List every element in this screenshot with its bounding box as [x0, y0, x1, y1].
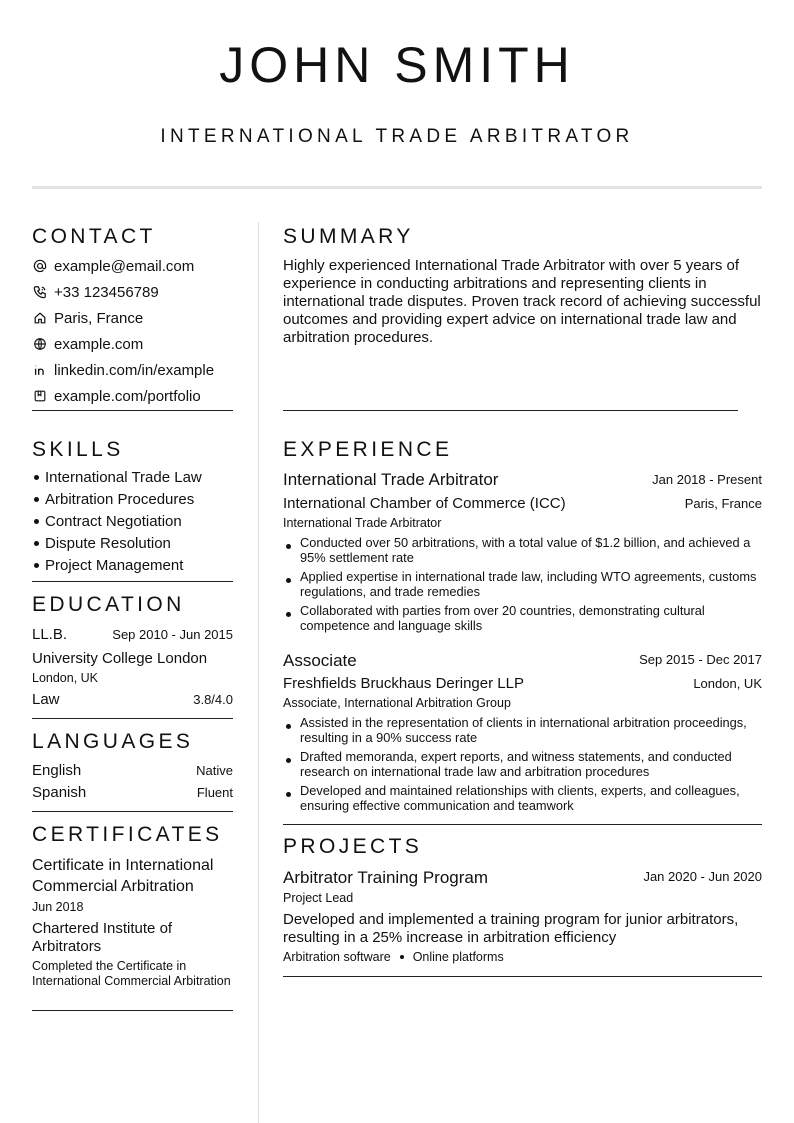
project-keywords [283, 950, 504, 964]
certificate-title: Chartered Institute of Arbitrators [32, 920, 173, 955]
certificates-divider [32, 1010, 233, 1011]
contact-location [32, 308, 143, 328]
experience-heading: EXPERIENCE [283, 438, 453, 461]
job-bullet: Conducted over 50 arbitrations, with a total value of $1.2 billion, and achieved a 95% settlement rate [300, 535, 751, 565]
languages-divider [32, 811, 233, 812]
certificates-heading: CERTIFICATES [32, 823, 223, 846]
project-title: Arbitrator Training Program [283, 868, 489, 887]
contact-email[interactable] [32, 256, 194, 276]
portfolio-icon [32, 389, 47, 404]
skill-item: International Trade Law [32, 469, 202, 486]
education-field: Law [32, 691, 60, 708]
education-gpa: 3.8/4.0 [193, 692, 233, 707]
skill-item: Arbitration Procedures [32, 491, 194, 508]
job-company: International Chamber of Commerce (ICC) [283, 495, 566, 512]
language-name: English [32, 762, 82, 779]
job-bullet: Applied expertise in international trade law, including WTO agreements, customs regulations, and trade remedies [300, 569, 757, 599]
project-role: Project Lead [283, 891, 354, 905]
job-bullet: Developed and maintained relationships with clients, experts, and colleagues, ensuring effective communication and teamwork [300, 783, 740, 813]
contact-location-text: Paris, France [54, 309, 144, 327]
skills-divider [32, 581, 233, 582]
job-location: London, UK [693, 676, 762, 691]
bullet-dot [286, 578, 291, 583]
job-dates: Sep 2015 - Dec 2017 [639, 652, 762, 667]
summary-divider [283, 410, 738, 411]
contact-phone[interactable] [32, 282, 159, 302]
job-dates: Jan 2018 - Present [652, 472, 762, 487]
projects-divider [283, 976, 762, 977]
projects-heading: PROJECTS [283, 835, 423, 858]
skills-heading: SKILLS [32, 438, 124, 461]
language-level: Native [196, 763, 233, 778]
at-icon [32, 259, 47, 274]
job-company: Freshfields Bruckhaus Deringer LLP [283, 675, 524, 692]
job-bullet: Collaborated with parties from over 20 countries, demonstrating cultural competence and language skills [300, 603, 705, 633]
experience-divider [283, 824, 762, 825]
certificate-detail: Jun 2018 [32, 900, 84, 914]
bullet-dot [286, 758, 291, 763]
project-description: Developed and implemented a training program for junior arbitrators, resulting in a 25% increase in arbitration efficiency [283, 911, 739, 946]
summary-text: Highly experienced International Trade Arbitrator with over 5 years of experience in conducting arbitrations and representing clients in international trade disputes. Proven track record of achieving successful outcomes and providing expert advice on international trade law and arbitration procedures. [283, 257, 761, 346]
education-school: University College London [32, 650, 208, 667]
job-bullet: Drafted memoranda, expert reports, and witness statements, and conducted research on international trade law and arbitration procedures [300, 749, 732, 779]
education-location: London, UK [32, 671, 99, 685]
contact-linkedin[interactable] [32, 360, 214, 380]
phone-icon [32, 285, 47, 300]
summary-heading: SUMMARY [283, 225, 414, 248]
contact-website-text: example.com [54, 335, 144, 353]
education-degree: LL.B. [32, 626, 68, 643]
contact-portfolio-text: example.com/portfolio [54, 387, 201, 405]
job-bullet: Assisted in the representation of clients in international arbitration proceedings, resulting in a 90% success rate [300, 715, 747, 745]
linkedin-icon [32, 363, 47, 378]
bullet-dot [286, 612, 291, 617]
candidate-name: JOHN SMITH [219, 37, 575, 93]
job-title: International Trade Arbitrator [283, 470, 499, 489]
contact-phone-text: +33 123456789 [54, 283, 159, 301]
skill-item: Contract Negotiation [32, 513, 182, 530]
job-title: Associate [283, 651, 357, 670]
keyword: Arbitration software [283, 950, 391, 964]
contact-email-text: example@email.com [54, 257, 195, 275]
education-divider [32, 718, 233, 719]
header-divider [32, 186, 762, 189]
contact-heading: CONTACT [32, 225, 156, 248]
contact-website[interactable] [32, 334, 143, 354]
candidate-title: INTERNATIONAL TRADE ARBITRATOR [160, 126, 634, 147]
certificate-detail: Completed the Certificate in International Commercial Arbitration [32, 959, 231, 988]
contact-divider [32, 410, 233, 411]
certificate-title: Certificate in International Commercial Arbitration [32, 857, 214, 895]
education-dates: Sep 2010 - Jun 2015 [112, 627, 233, 642]
keyword: Online platforms [412, 950, 504, 964]
job-subtitle: International Trade Arbitrator [283, 516, 442, 530]
column-divider [258, 222, 259, 1123]
language-name: Spanish [32, 784, 87, 801]
languages-heading: LANGUAGES [32, 730, 194, 753]
contact-portfolio[interactable] [32, 386, 201, 406]
project-dates: Jan 2020 - Jun 2020 [643, 869, 762, 884]
skill-item: Project Management [32, 557, 183, 574]
home-icon [32, 311, 47, 326]
language-level: Fluent [196, 785, 233, 800]
job-location: Paris, France [684, 496, 762, 511]
job-subtitle: Associate, International Arbitration Group [283, 696, 511, 710]
contact-linkedin-text: linkedin.com/in/example [54, 361, 215, 379]
bullet-dot [286, 544, 291, 549]
bullet-dot [286, 724, 291, 729]
skill-item: Dispute Resolution [32, 535, 171, 552]
globe-icon [32, 337, 47, 352]
education-heading: EDUCATION [32, 593, 185, 616]
bullet-dot [286, 792, 291, 797]
